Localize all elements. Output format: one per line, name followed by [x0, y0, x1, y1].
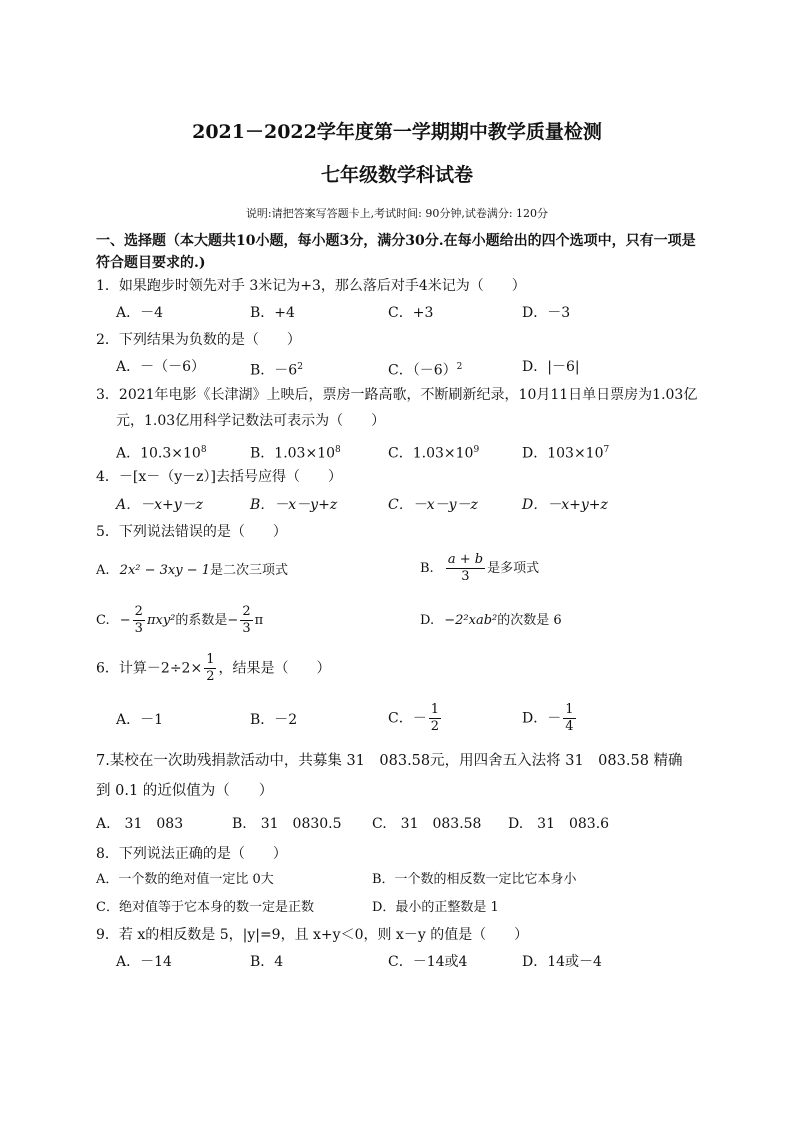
- question-3-stem-cont: 元，1.03亿用科学记数法可表示为（ ）: [116, 413, 386, 429]
- question-6-option-d: D．－ $\frac{1}{4}$: [522, 702, 574, 734]
- question-4-option-a: A．－x+y－z: [116, 497, 204, 513]
- question-1-option-d: D．－3: [522, 305, 571, 321]
- question-9-option-d: D．14或－4: [522, 954, 602, 970]
- question-3-option-a: A．$10.3\times 10^8$: [116, 445, 207, 462]
- question-2-option-b: B．$-6^2$: [250, 362, 303, 379]
- question-8-option-c: C．绝对值等于它本身的数一定是正数: [96, 900, 314, 915]
- question-9-option-a: A．－14: [116, 954, 172, 970]
- question-2-option-c: C．$(-6)^2$: [388, 362, 463, 379]
- question-6-stem: 6．计算－2÷2× $\frac{1}{2}$ ，结果是（ ）: [96, 652, 331, 684]
- question-8-stem: 8．下列说法正确的是（ ）: [96, 846, 287, 862]
- exam-subtitle: 七年级数学科试卷: [320, 164, 473, 186]
- question-6-option-b: B．－2: [250, 712, 298, 728]
- question-4-option-b: B．－x－y+z: [250, 497, 338, 513]
- question-8-option-b: B．一个数的相反数一定比它本身小: [372, 872, 577, 887]
- question-5-stem: 5．下列说法错误的是（ ）: [96, 524, 287, 540]
- question-3-option-c: C．$1.03\times 10^9$: [388, 445, 480, 462]
- question-6-option-c: C．－ $\frac{1}{2}$: [388, 702, 439, 734]
- question-2-stem: 2．下列结果为负数的是（ ）: [96, 332, 301, 348]
- question-7-stem-cont: 到 0.1 的近似值为（ ）: [96, 783, 274, 799]
- question-5-option-b: B. $\frac{a + b}{3}$ 是多项式: [420, 552, 540, 584]
- question-4-stem: 4．－[x－（y－z）]去括号应得（ ）: [96, 469, 343, 485]
- question-5-option-d: D. −2²xab²的次数是 6: [420, 613, 562, 628]
- question-8-option-d: D．最小的正整数是 1: [372, 900, 499, 915]
- question-4-option-c: C．－x－y－z: [388, 497, 478, 513]
- exam-title: 2021－2022学年度第一学期期中教学质量检测: [192, 121, 602, 143]
- question-1-option-b: B．+4: [250, 305, 295, 321]
- question-4-option-d: D．－x+y+z: [522, 497, 608, 513]
- section-heading-cont: 符合题目要求的.): [96, 255, 206, 271]
- section-heading: 一、选择题（本大题共10小题，每小题3分，满分30分.在每小题给出的四个选项中，只有一项是: [96, 233, 696, 249]
- question-1-stem: 1．如果跑步时领先对手 3米记为+3，那么落后对手4米记为（ ）: [96, 278, 526, 294]
- question-5-option-c: C. − $\frac{2}{3}$ πxy²的系数是− $\frac{2}{3}$ π: [96, 604, 264, 636]
- question-9-option-c: C．－14或4: [388, 954, 468, 970]
- question-9-stem: 9．若 x的相反数是 5，|y|=9，且 x+y＜0，则 x－y 的值是（ ）: [96, 927, 529, 943]
- question-1-option-a: A．－4: [116, 305, 164, 321]
- question-7-option-d: D. 31 083.6: [508, 816, 610, 832]
- question-3-option-b: B．$1.03\times 10^8$: [250, 445, 341, 462]
- question-7-option-b: B. 31 0830.5: [232, 816, 342, 832]
- exam-instructions: 说明:请把答案写答题卡上,考试时间: 90分钟,试卷满分: 120分: [245, 207, 549, 220]
- question-5-option-a: A. 2x² − 3xy − 1是二次三项式: [96, 563, 289, 578]
- question-1-option-c: C．+3: [388, 305, 434, 321]
- question-2-option-d: D．|－6|: [522, 359, 580, 375]
- question-6-option-a: A．－1: [116, 712, 164, 728]
- question-3-stem: 3．2021年电影《长津湖》上映后，票房一路高歌，不断刷新纪录，10月11日单日票房为1.03亿: [96, 387, 698, 403]
- question-2-option-a: A．－（－6）: [116, 359, 206, 375]
- question-8-option-a: A．一个数的绝对值一定比 0大: [96, 872, 274, 887]
- question-3-option-d: D．$103\times 10^7$: [522, 445, 610, 462]
- question-7-option-a: A. 31 083: [96, 816, 184, 832]
- question-9-option-b: B．4: [250, 954, 284, 970]
- question-7-option-c: C. 31 083.58: [372, 816, 482, 832]
- question-7-stem: 7.某校在一次助残捐款活动中，共募集 31 083.58元，用四舍五入法将 31 083.58 精确: [96, 753, 683, 769]
